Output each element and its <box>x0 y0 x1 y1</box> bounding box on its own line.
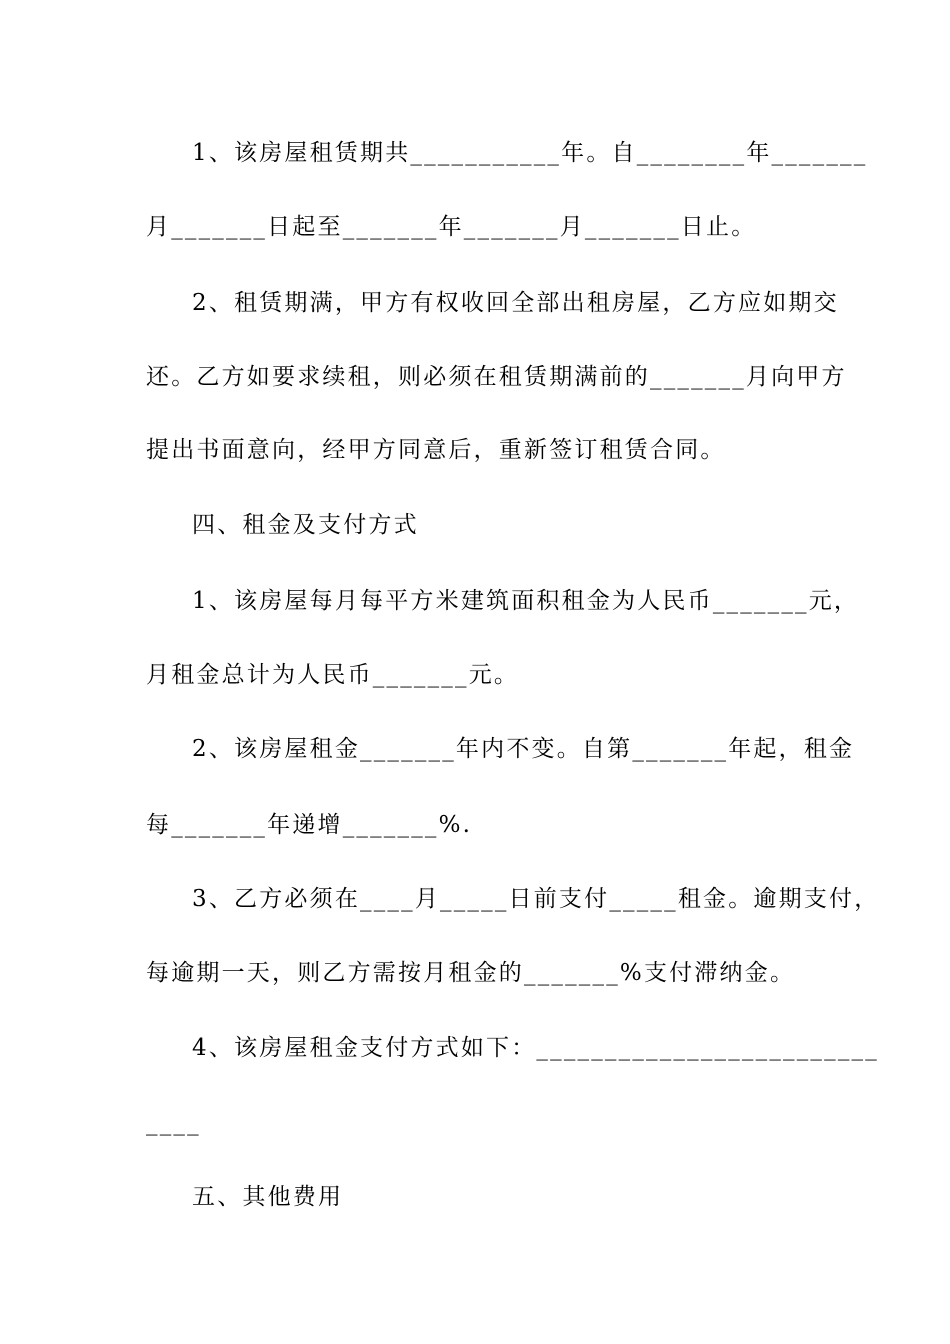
text: 月租金总计为人民币_______元。 <box>146 662 520 688</box>
clause-lease-term-line-2 <box>0 207 950 247</box>
clause-expiry-line-1 <box>0 283 950 323</box>
clause-payment-method-line-2 <box>0 1103 950 1143</box>
clause-rent-increase-line-1 <box>0 729 950 769</box>
text: 每逾期一天，则乙方需按月租金的_______%支付滞纳金。 <box>146 960 796 986</box>
section-heading-other-fees <box>0 1177 950 1217</box>
text: 还。乙方如要求续租，则必须在租赁期满前的_______月向甲方 <box>146 364 847 390</box>
clause-expiry-line-2 <box>0 357 950 397</box>
text: ____ <box>146 1110 201 1136</box>
text: 2、该房屋租金_______年内不变。自第_______年起，租金 <box>192 736 855 762</box>
text: 4、该房屋租金支付方式如下：_________________________ <box>192 1035 879 1061</box>
text: 1、该房屋每月每平方米建筑面积租金为人民币_______元， <box>192 588 860 614</box>
text: 月_______日起至_______年_______月_______日止。 <box>146 214 757 240</box>
section-heading-rent <box>0 505 950 545</box>
text: 2、租赁期满，甲方有权收回全部出租房屋，乙方应如期交 <box>192 290 839 316</box>
text: 提出书面意向，经甲方同意后，重新签订租赁合同。 <box>146 437 726 463</box>
clause-rent-increase-line-2 <box>0 805 950 845</box>
text: 五、其他费用 <box>192 1184 344 1210</box>
clause-expiry-line-3 <box>0 430 950 470</box>
clause-lease-term-line-1 <box>0 133 950 173</box>
clause-payment-deadline-line-1 <box>0 879 950 919</box>
clause-payment-deadline-line-2 <box>0 953 950 993</box>
clause-payment-method-line-1 <box>0 1028 950 1068</box>
text: 每_______年递增_______%. <box>146 812 473 838</box>
clause-rent-rate-line-2 <box>0 655 950 695</box>
clause-rent-rate-line-1 <box>0 581 950 621</box>
text: 3、乙方必须在____月_____日前支付_____租金。逾期支付， <box>192 886 880 912</box>
text: 四、租金及支付方式 <box>192 512 419 538</box>
text: 1、该房屋租赁期共___________年。自________年_______ <box>192 140 868 166</box>
